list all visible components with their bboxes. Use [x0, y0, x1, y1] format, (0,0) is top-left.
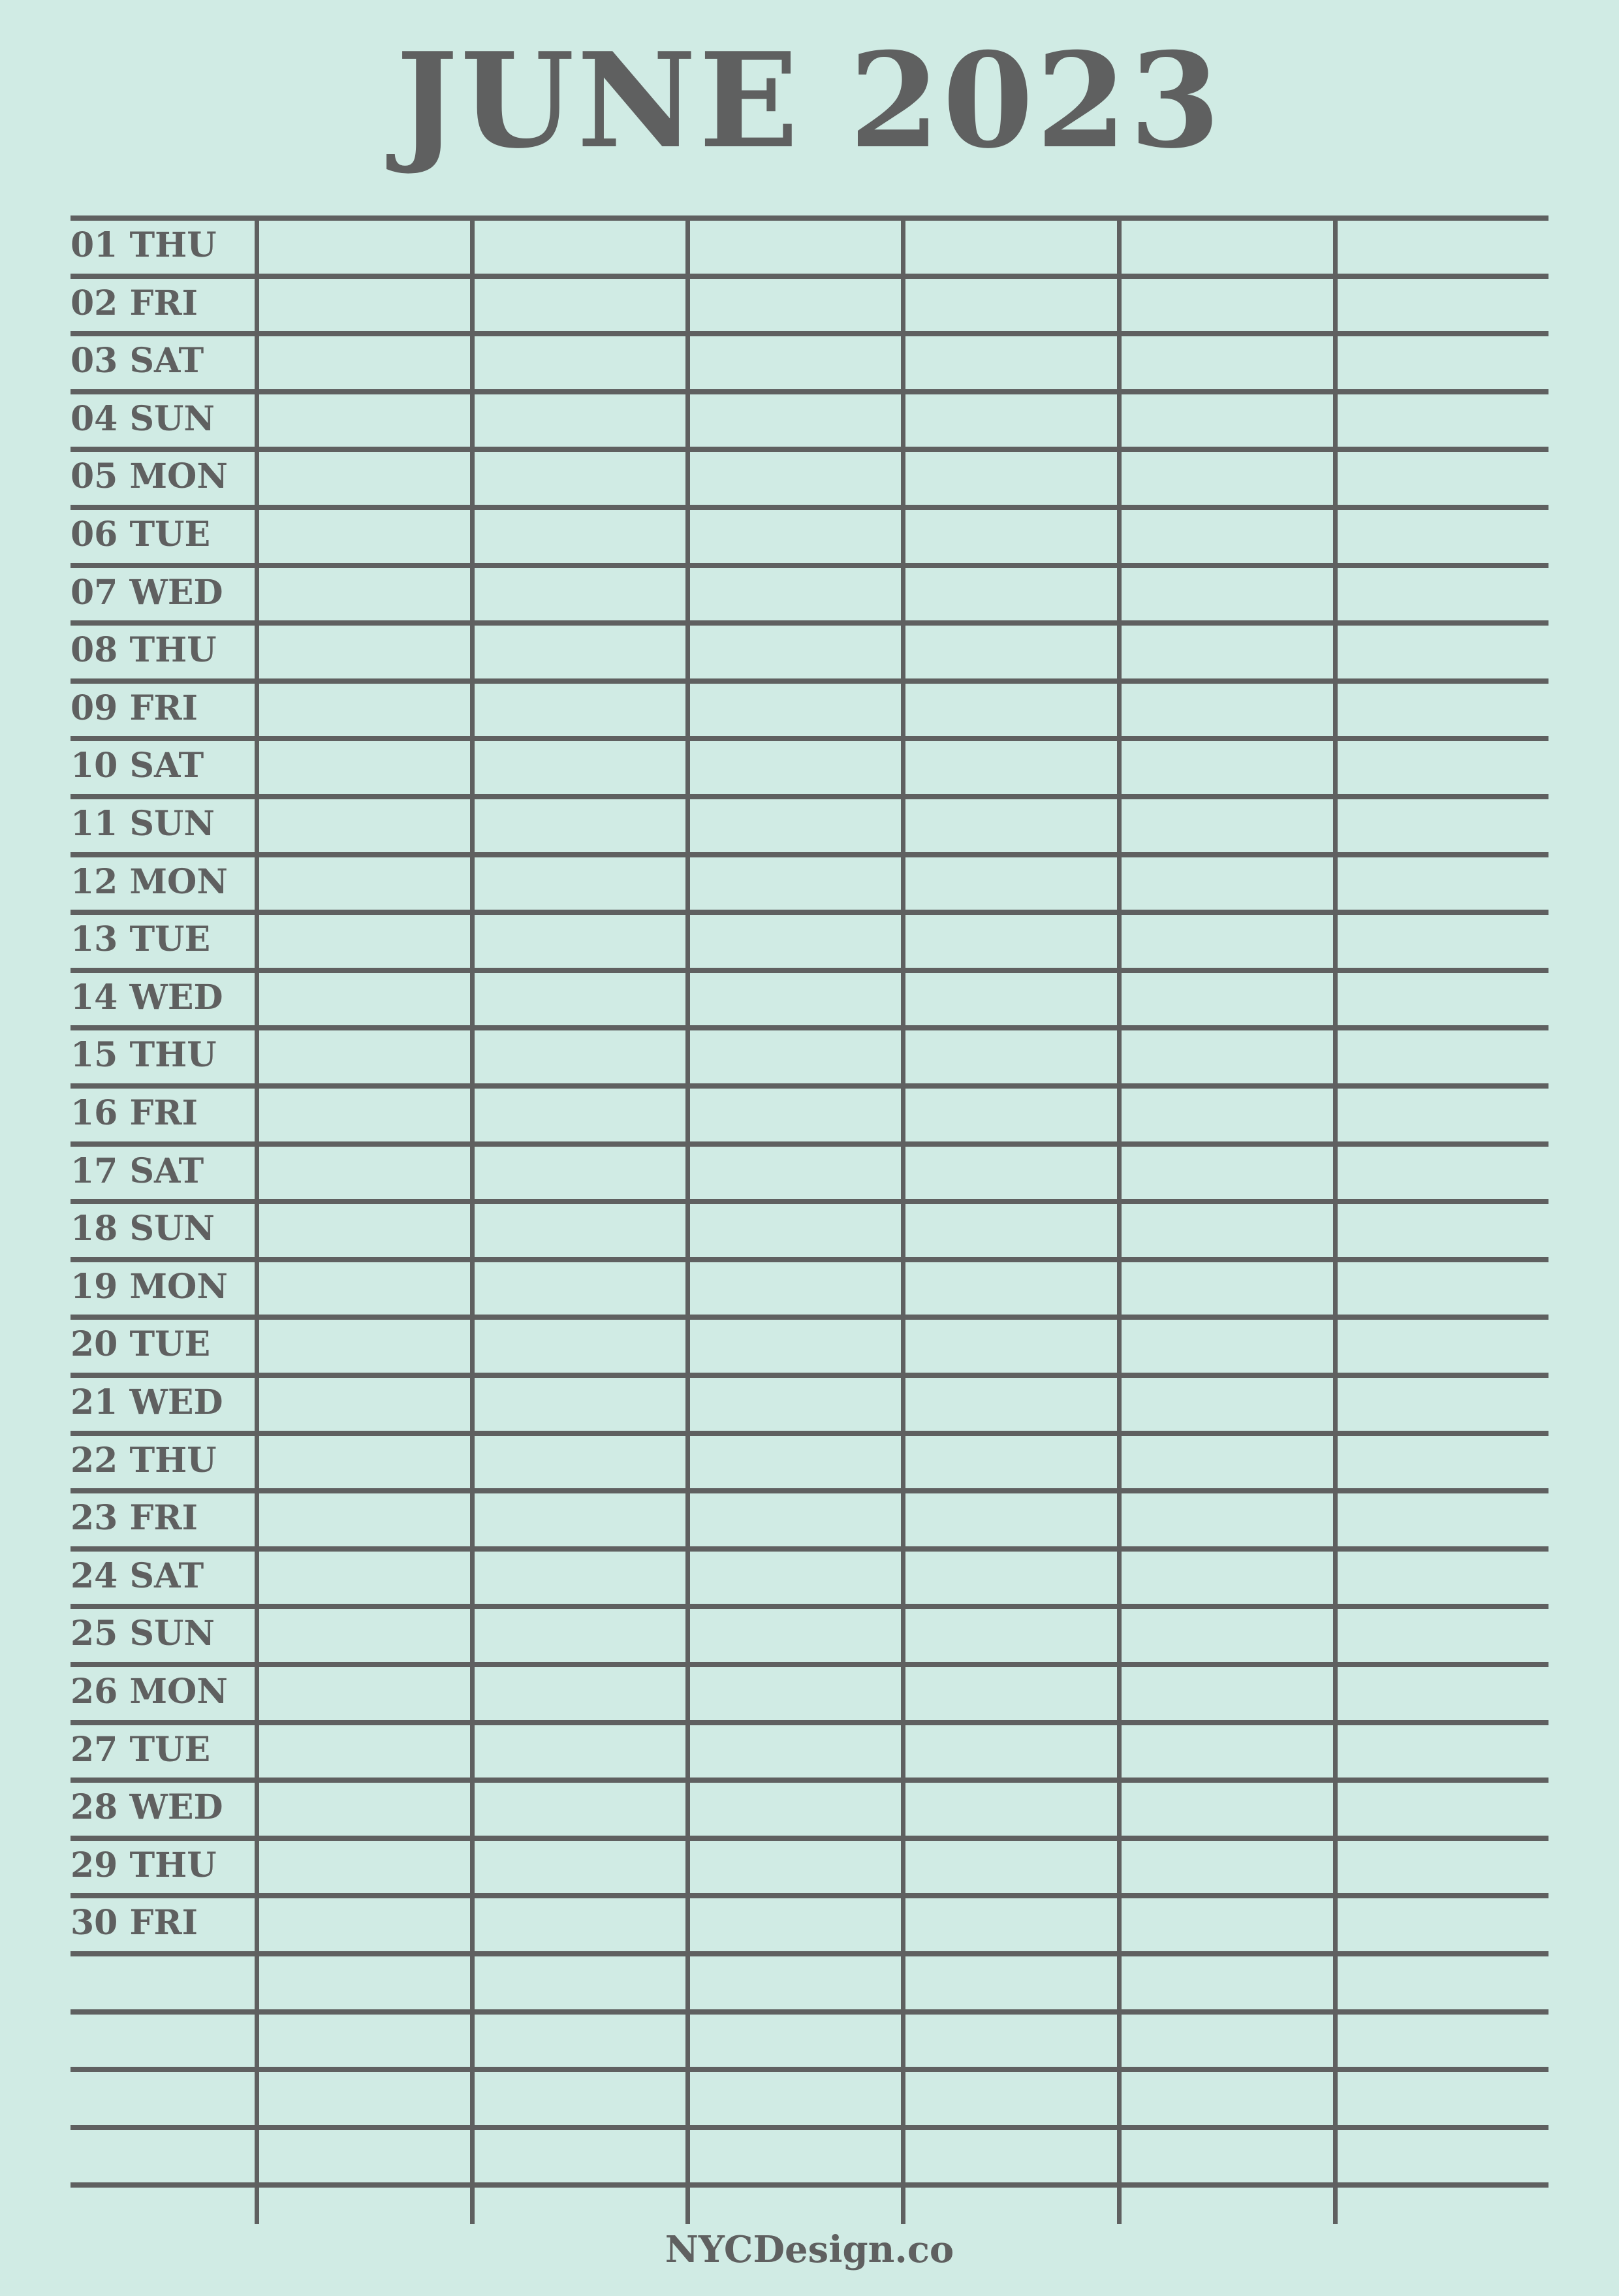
day-label: 10 SAT — [71, 746, 204, 786]
grid-row-line — [71, 852, 1548, 857]
grid-row-line — [71, 1257, 1548, 1262]
day-label: 02 FRI — [71, 283, 198, 323]
grid-row-line — [71, 1431, 1548, 1436]
grid-row-line — [71, 910, 1548, 915]
grid-row-line — [71, 1662, 1548, 1667]
day-label: 23 FRI — [71, 1498, 198, 1538]
grid-row-line — [71, 389, 1548, 394]
day-label: 22 THU — [71, 1441, 217, 1480]
grid-row-line — [71, 1778, 1548, 1783]
day-label: 19 MON — [71, 1267, 228, 1307]
grid-row-line — [71, 505, 1548, 510]
day-label: 27 TUE — [71, 1730, 211, 1770]
grid-row-line — [71, 1546, 1548, 1552]
day-label: 24 SAT — [71, 1556, 204, 1596]
day-label: 13 TUE — [71, 919, 211, 959]
day-label: 07 WED — [71, 573, 223, 613]
grid-column-line — [470, 215, 475, 2224]
grid-row-line — [71, 1373, 1548, 1378]
grid-row-line — [71, 2009, 1548, 2015]
grid-row-line — [71, 1083, 1548, 1089]
grid-row-line — [71, 968, 1548, 973]
day-label: 30 FRI — [71, 1903, 198, 1943]
grid-row-line — [71, 331, 1548, 336]
day-label: 06 TUE — [71, 515, 211, 554]
grid-row-line — [71, 215, 1548, 221]
grid-column-line — [1117, 215, 1122, 2224]
grid-row-line — [71, 1836, 1548, 1841]
day-label: 11 SUN — [71, 804, 215, 844]
grid-row-line — [71, 1315, 1548, 1320]
grid-row-line — [71, 1488, 1548, 1493]
day-label: 29 THU — [71, 1845, 217, 1885]
grid-row-line — [71, 1199, 1548, 1204]
grid-row-line — [71, 1025, 1548, 1030]
grid-column-line — [1333, 215, 1338, 2224]
footer-credit: NYCDesign.co — [665, 2228, 954, 2271]
day-label: 25 SUN — [71, 1614, 215, 1653]
grid-row-line — [71, 1604, 1548, 1609]
grid-row-line — [71, 274, 1548, 279]
day-label: 05 MON — [71, 456, 228, 496]
day-label: 20 TUE — [71, 1324, 211, 1364]
grid-column-line — [901, 215, 905, 2224]
day-label: 09 FRI — [71, 688, 198, 728]
grid-row-line — [71, 447, 1548, 452]
grid-row-line — [71, 563, 1548, 568]
day-label: 16 FRI — [71, 1093, 198, 1133]
day-label: 28 WED — [71, 1787, 223, 1827]
grid-column-line — [255, 215, 259, 2224]
day-label: 26 MON — [71, 1672, 228, 1712]
grid-row-line — [71, 678, 1548, 684]
grid-row-line — [71, 2182, 1548, 2188]
day-label: 12 MON — [71, 862, 228, 902]
grid-row-line — [71, 1893, 1548, 1898]
grid-column-line — [685, 215, 690, 2224]
grid-row-line — [71, 1720, 1548, 1725]
grid-row-line — [71, 620, 1548, 626]
day-label: 17 SAT — [71, 1151, 204, 1191]
day-label: 14 WED — [71, 978, 223, 1017]
day-label: 04 SUN — [71, 399, 215, 439]
grid-row-line — [71, 736, 1548, 741]
grid-row-line — [71, 1951, 1548, 1956]
day-label: 03 SAT — [71, 341, 204, 381]
day-label: 01 THU — [71, 225, 217, 265]
page-title: JUNE 2023 — [396, 24, 1223, 178]
day-label: 08 THU — [71, 630, 217, 670]
grid-row-line — [71, 794, 1548, 799]
day-label: 18 SUN — [71, 1209, 215, 1249]
day-label: 21 WED — [71, 1382, 223, 1422]
grid-row-line — [71, 2125, 1548, 2130]
grid-row-line — [71, 2067, 1548, 2072]
grid-row-line — [71, 1141, 1548, 1147]
planner-grid — [71, 215, 1548, 2224]
day-label: 15 THU — [71, 1035, 217, 1075]
